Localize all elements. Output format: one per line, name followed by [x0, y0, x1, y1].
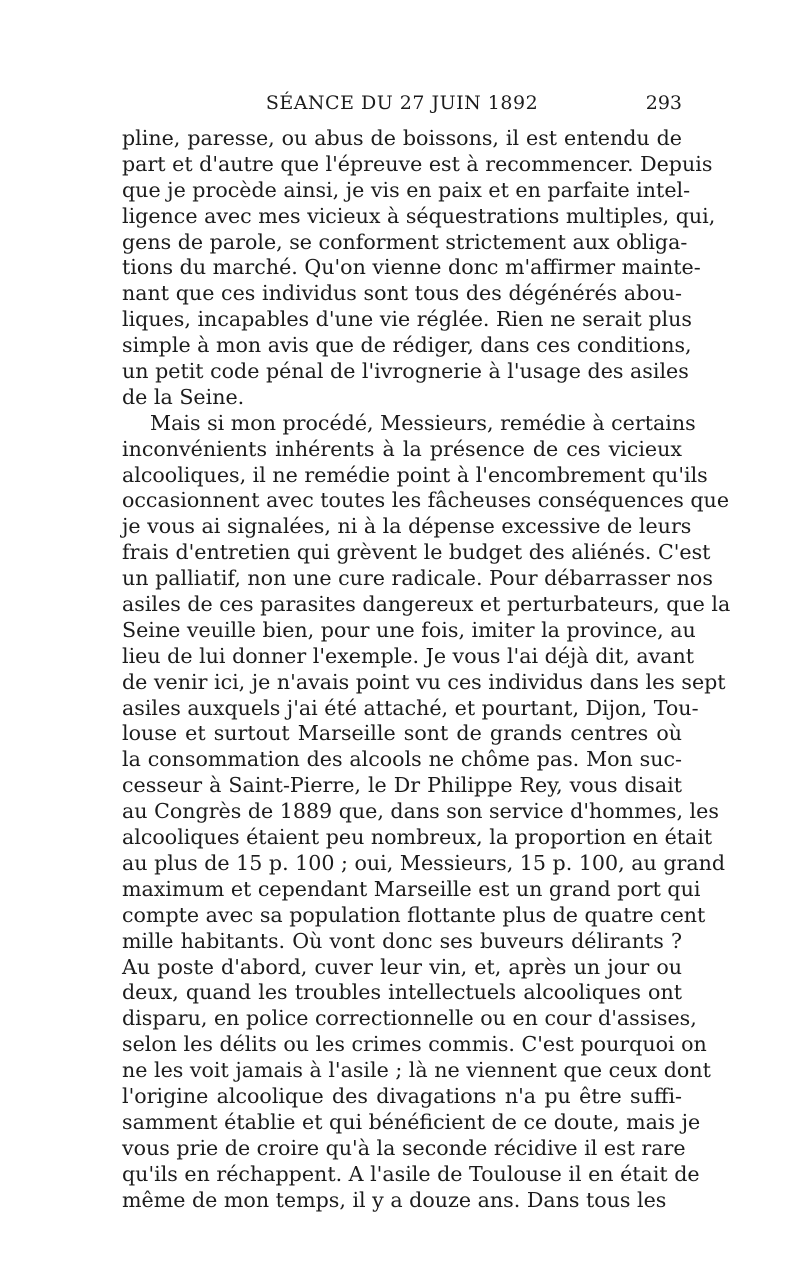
text-line: cesseur à Saint-Pierre, le Dr Philippe Rey, vous disait	[122, 773, 682, 798]
text-line: pline, paresse, ou abus de boissons, il est entendu de	[122, 126, 682, 150]
text-line: même de mon temps, il y a douze ans. Dans tous les	[122, 1187, 667, 1212]
text-line: inconvénients inhérents à la présence de ces vicieux	[122, 436, 682, 461]
text-line: ne les voit jamais à l'asile ; là ne viennent que ceux dont	[122, 1058, 711, 1083]
text-line: au plus de 15 p. 100 ; oui, Messieurs, 15 p. 100, au grand	[122, 850, 726, 875]
text-line: disparu, en police correctionnelle ou en cour d'assises,	[122, 1006, 697, 1031]
text-line: selon les délits ou les crimes commis. C'est pourquoi on	[122, 1032, 707, 1057]
text-line: au Congrès de 1889 que, dans son service d'hommes, les	[122, 799, 719, 824]
text-line: simple à mon avis que de rédiger, dans ces conditions,	[122, 333, 692, 358]
text-line: que je procède ainsi, je vis en paix et en parfaite intel-	[122, 177, 691, 202]
text-line: de venir ici, je n'avais point vu ces individus dans les sept	[122, 669, 726, 694]
text-line: qu'ils en réchappent. A l'asile de Toulouse il en était de	[122, 1161, 700, 1186]
text-line: vous prie de croire qu'à la seconde récidive il est rare	[122, 1135, 686, 1160]
text-line: la consommation des alcools ne chôme pas. Mon suc-	[122, 747, 682, 772]
text-line: un petit code pénal de l'ivrognerie à l'usage des asiles	[122, 359, 689, 384]
text-line: un palliatif, non une cure radicale. Pour débarrasser nos	[122, 566, 713, 591]
text-line: gens de parole, se conforment strictement aux obliga-	[122, 229, 688, 254]
running-head	[122, 92, 682, 120]
text-line: Seine veuille bien, pour une fois, imiter la province, au	[122, 617, 696, 642]
text-line: je vous ai signalées, ni à la dépense excessive de leurs	[122, 514, 692, 539]
paragraph	[122, 410, 731, 1214]
text-line: liques, incapables d'une vie réglée. Rien ne serait plus	[122, 307, 692, 332]
text-line: ligence avec mes vicieux à séquestrations multiples, qui,	[122, 203, 716, 228]
text-line: alcooliques, il ne remédie point à l'encombrement qu'ils	[122, 462, 708, 487]
text-line: l'origine alcoolique des divagations n'a pu être suffi-	[122, 1083, 682, 1108]
text-line: lieu de lui donner l'exemple. Je vous l'ai déjà dit, avant	[122, 643, 695, 668]
text-line: maximum et cependant Marseille est un grand port qui	[122, 876, 701, 901]
text-line: mille habitants. Où vont donc ses buveurs délirants ?	[122, 928, 682, 953]
text-line: deux, quand les troubles intellectuels alcooliques ont	[122, 980, 682, 1005]
text-line: alcooliques étaient peu nombreux, la proportion en était	[122, 825, 713, 850]
text-line: Mais si mon procédé, Messieurs, remédie à certains	[150, 410, 696, 435]
text-line: part et d'autre que l'épreuve est à recommencer. Depuis	[122, 151, 713, 176]
text-line: tions du marché. Qu'on vienne donc m'affirmer mainte-	[122, 255, 701, 280]
text-line: Au poste d'abord, cuver leur vin, et, après un jour ou	[122, 954, 682, 979]
text-line: louse et surtout Marseille sont de grands centres où	[122, 721, 682, 746]
text-line: samment établie et qui bénéficient de ce doute, mais je	[122, 1109, 701, 1134]
body-text	[122, 126, 731, 1213]
text-line: occasionnent avec toutes les fâcheuses conséquences que	[122, 488, 730, 513]
text-line: compte avec sa population flottante plus de quatre cent	[122, 902, 706, 927]
text-line: frais d'entretien qui grèvent le budget des aliénés. C'est	[122, 540, 711, 565]
page-number: 293	[645, 92, 682, 114]
text-line: asiles auxquels j'ai été attaché, et pourtant, Dijon, Tou-	[122, 695, 699, 720]
paragraph	[122, 126, 716, 411]
text-line: asiles de ces parasites dangereux et perturbateurs, que la	[122, 592, 731, 617]
text-line: de la Seine.	[122, 384, 245, 409]
running-title: SÉANCE DU 27 JUIN 1892	[265, 92, 539, 114]
text-line: nant que ces individus sont tous des dégénérés abou-	[122, 281, 682, 306]
